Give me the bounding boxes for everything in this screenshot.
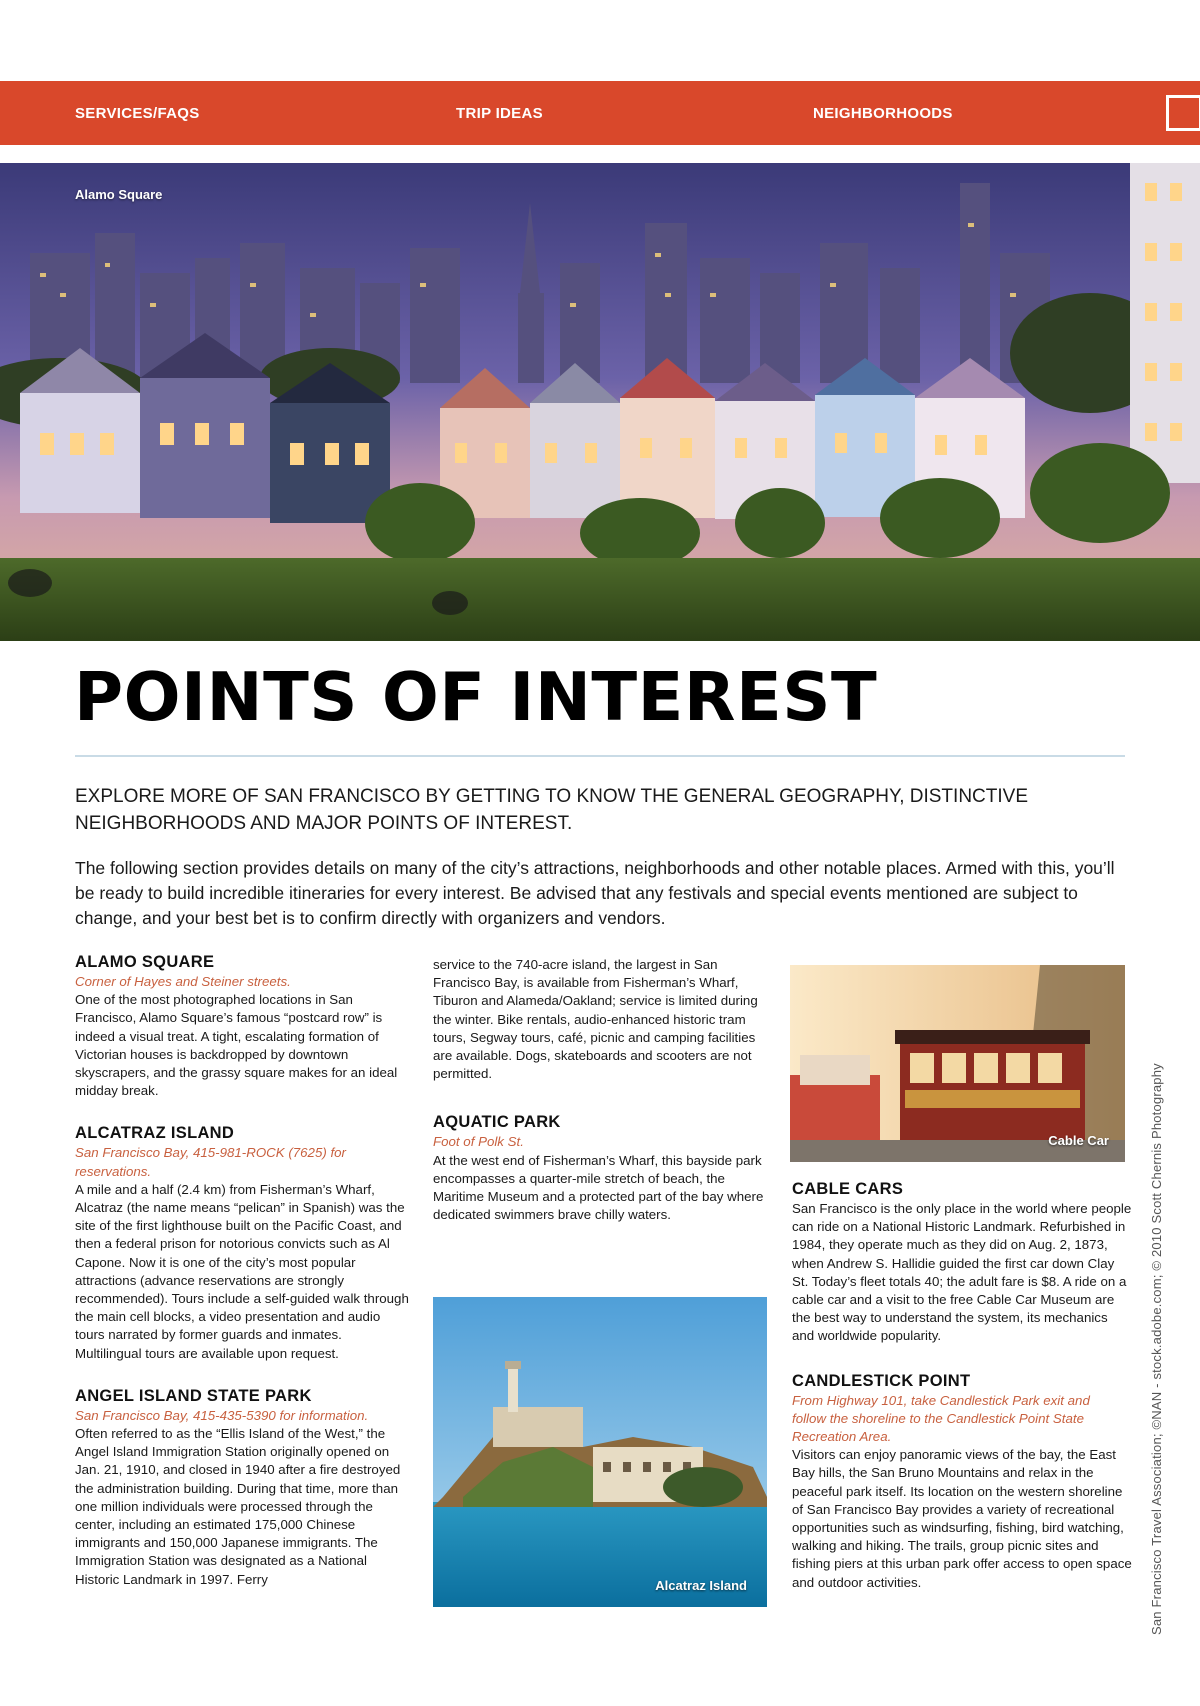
column-middle xyxy=(433,956,773,1246)
section-location: San Francisco Bay, 415-981-ROCK (7625) for reservations. xyxy=(75,1145,346,1179)
section-location: San Francisco Bay, 415-435-5390 for information. xyxy=(75,1407,369,1423)
section-alcatraz-island xyxy=(75,1122,410,1362)
section-body: At the west end of Fisherman’s Wharf, this bayside park encompasses a quarter-mile stretch of beach, the Maritime Museum and a protected part of the bay where dedicated swimmers brave chilly waters. xyxy=(433,1152,764,1223)
column-right xyxy=(792,1178,1132,1614)
alcatraz-illustration xyxy=(433,1297,767,1607)
hero-photo-caption: Alamo Square xyxy=(75,187,163,202)
title-divider xyxy=(75,755,1125,757)
section-location: Corner of Hayes and Steiner streets. xyxy=(75,974,291,989)
section-body: Visitors can enjoy panoramic views of the bay, the East Bay hills, the San Bruno Mountains and relax in the peaceful park itself. Its location on the western shoreline of San Francisco Bay provides a variety of recreational opportunities such as windsurfing, fishing, bird watching, walking and hiking. The trails, group picnic sites and fishing piers at this urban park offer access to open space and outdoor activities. xyxy=(792,1447,1132,1590)
hero-photo-alamo-square xyxy=(0,163,1200,641)
section-body: Often referred to as the “Ellis Island of the West,” the Angel Island Immigration Station originally opened on Jan. 21, 1910, and closed in 1940 after a fire destroyed the administration building. During that time, more than one million individuals were processed through the center, including an estimated 175,000 Chinese immigrants and 150,000 Japanese immigrants. The Immigration Station was designated as a National Historic Landmark in 1997. Ferry xyxy=(75,1426,401,1587)
intro-lead: EXPLORE MORE OF SAN FRANCISCO BY GETTING TO KNOW THE GENERAL GEOGRAPHY, DISTINCTIVE NEIGHBORHOODS AND MAJOR POINTS OF INTEREST. xyxy=(75,786,1028,834)
section-alamo-square xyxy=(75,951,410,1100)
section-title: AQUATIC PARK xyxy=(433,1113,561,1132)
top-nav-bar xyxy=(0,81,1200,145)
section-angel-island-continued xyxy=(433,956,773,1083)
section-body: One of the most photographed locations in San Francisco, Alamo Square’s famous “postcard row” is indeed a visual treat. A tight, escalating formation of Victorian houses is backdropped by downtown skyscrapers, and the grassy square makes for an ideal midday break. xyxy=(75,992,398,1099)
photo-caption: Alcatraz Island xyxy=(655,1578,747,1593)
intro-body: The following section provides details on many of the city’s attractions, neighborhoods and other notable places. Armed with this, you’ll be ready to build incredible itineraries for every interest. Be advised that any festivals and special events mentioned are subject to change, and your best bet is to confirm directly with organizers and vendors. xyxy=(75,858,1115,928)
page-title: POINTS OF INTEREST xyxy=(74,658,878,736)
nav-link-trip-ideas[interactable]: TRIP IDEAS xyxy=(456,105,543,122)
photo-alcatraz-island xyxy=(433,1297,767,1607)
section-candlestick-point xyxy=(792,1370,1132,1592)
section-location: Foot of Polk St. xyxy=(433,1134,524,1150)
section-body: service to the 740-acre island, the largest in San Francisco Bay, is available from Fisherman’s Wharf, Tiburon and Alameda/Oakland; service is limited during the winter. Bike rentals, audio-enhanced historic tram tours, Segway tours, café, picnic and camping facilities are available. Dogs, skateboards and scooters are not permitted. xyxy=(433,957,758,1082)
section-title: ALAMO SQUARE xyxy=(75,953,215,971)
column-left xyxy=(75,951,410,1611)
nav-menu-box-icon[interactable] xyxy=(1166,95,1200,131)
photo-cable-car xyxy=(790,965,1125,1162)
section-cable-cars xyxy=(792,1178,1132,1346)
nav-link-services-faqs[interactable]: SERVICES/FAQS xyxy=(75,105,200,122)
section-body: A mile and a half (2.4 km) from Fisherman’s Wharf, Alcatraz (the name means “pelican” in Spanish) was the site of the first lighthouse built on the Pacific Coast, and then a federal prison for notorious convicts such as Al Capone. Now it is one of the city’s most popular attractions (advance reservations are strongly recommended). Tours include a self-guided walk through the main cell blocks, a video presentation and audio tours narrated by former guards and inmates. Multilingual tours are available upon request. xyxy=(75,1181,409,1361)
section-title: ANGEL ISLAND STATE PARK xyxy=(75,1386,312,1405)
section-aquatic-park xyxy=(433,1111,773,1224)
section-title: ALCATRAZ ISLAND xyxy=(75,1124,235,1143)
section-title: CABLE CARS xyxy=(792,1180,904,1198)
hero-illustration xyxy=(0,163,1200,641)
section-title: CANDLESTICK POINT xyxy=(792,1371,971,1390)
photo-credit-text: San Francisco Travel Association; ©NAN - stock.adobe.com; © 2010 Scott Chernis Photography xyxy=(1149,1063,1164,1635)
section-angel-island xyxy=(75,1385,410,1589)
section-body: San Francisco is the only place in the world where people can ride on a National Historic Landmark. Refurbished in 1984, they operate much as they did on Aug. 2, 1873, when Andrew S. Hallidie guided the first car down Clay St. Today’s fleet totals 40; the adult fare is $8. A ride on a cable car and a visit to the free Cable Car Museum are the best way to understand the system, its mechanics and worldwide popularity. xyxy=(792,1201,1132,1344)
photo-caption: Cable Car xyxy=(1048,1133,1109,1148)
section-location: From Highway 101, take Candlestick Park exit and follow the shoreline to the Candlestick Point State Recreation Area. xyxy=(792,1392,1090,1445)
nav-link-neighborhoods[interactable]: NEIGHBORHOODS xyxy=(813,105,953,122)
photo-credit xyxy=(1149,985,1169,1635)
